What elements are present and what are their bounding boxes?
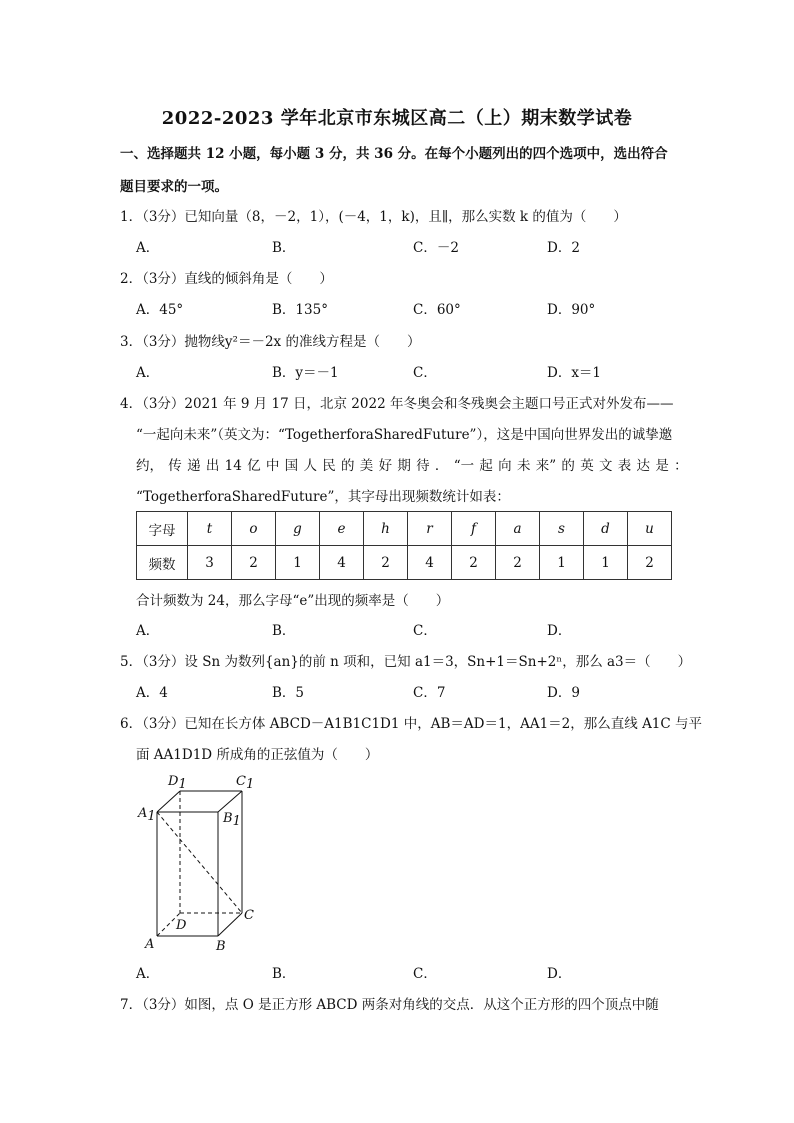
table-cell: 2 bbox=[232, 546, 276, 580]
q4-option-c: C． bbox=[413, 623, 437, 639]
table-cell: h bbox=[364, 512, 408, 546]
q4-option-d: D． bbox=[547, 623, 572, 639]
q5-option-d: D．9 bbox=[547, 685, 580, 701]
q5-option-a: A．4 bbox=[136, 685, 168, 701]
q4-option-b: B． bbox=[272, 623, 296, 639]
question-4-line2: “一起向未来”（英文为：“TogetherforaSharedFuture”），这是中国向世界发出的诚挚邀 bbox=[136, 427, 673, 443]
label-d: D bbox=[176, 918, 187, 933]
table-row-letters bbox=[137, 512, 672, 546]
q2-option-c: C．60° bbox=[413, 302, 461, 318]
q2-option-d: D．90° bbox=[547, 302, 596, 318]
table-cell: t bbox=[188, 512, 232, 546]
question-4-after-table: 合计频数为 24，那么字母“e”出现的频率是（ ） bbox=[136, 593, 450, 609]
question-1-text: 1．（3分）已知向量（8，－2，1），(－4，1，k)，且∥，那么实数 k 的值为（ ） bbox=[120, 209, 627, 225]
label-a1: A1 bbox=[138, 806, 156, 824]
question-5-text: 5．（3分）设 Sn 为数列{an}的前 n 项和，已知 a1＝3，Sn+1＝Sn+2ⁿ，那么 a3＝（ ） bbox=[120, 654, 692, 670]
q1-option-d: D．2 bbox=[547, 240, 580, 256]
table-cell: u bbox=[628, 512, 672, 546]
table-cell: a bbox=[496, 512, 540, 546]
table-cell: r bbox=[408, 512, 452, 546]
q3-option-c: C． bbox=[413, 365, 437, 381]
table-cell: 1 bbox=[276, 546, 320, 580]
table-cell: s bbox=[540, 512, 584, 546]
q3-option-d: D．x＝1 bbox=[547, 365, 602, 381]
table-cell: 2 bbox=[364, 546, 408, 580]
letter-frequency-table bbox=[136, 511, 672, 580]
table-cell: 2 bbox=[452, 546, 496, 580]
q1-option-c: C．－2 bbox=[413, 240, 459, 256]
label-b1: B1 bbox=[223, 811, 241, 829]
table-cell: 2 bbox=[628, 546, 672, 580]
label-a: A bbox=[145, 937, 155, 952]
table-cell: 1 bbox=[540, 546, 584, 580]
label-c: C bbox=[244, 908, 254, 923]
question-4-line3: 约， 传 递 出 14 亿 中 国 人 民 的 美 好 期 待 ． “一 起 向 未 来” 的 英 文 表 达 是 ： bbox=[136, 458, 688, 474]
q1-option-a: A． bbox=[136, 240, 160, 256]
edge-b1-c1 bbox=[218, 791, 242, 812]
question-2-text: 2．（3分）直线的倾斜角是（ ） bbox=[120, 271, 333, 287]
table-cell: 4 bbox=[408, 546, 452, 580]
question-6-line1: 6．（3分）已知在长方体 ABCD－A1B1C1D1 中，AB＝AD＝1，AA1＝2，那么直线 A1C 与平 bbox=[120, 716, 703, 732]
section-heading-line1: 一、选择题共 12 小题，每小题 3 分，共 36 分。在每个小题列出的四个选项中，选出符合 bbox=[120, 146, 668, 162]
table-cell: 4 bbox=[320, 546, 364, 580]
table-cell: e bbox=[320, 512, 364, 546]
table-cell: 3 bbox=[188, 546, 232, 580]
q1-option-b: B． bbox=[272, 240, 296, 256]
table-header-count: 频数 bbox=[137, 546, 188, 580]
question-7-text: 7．（3分）如图，点 O 是正方形 ABCD 两条对角线的交点．从这个正方形的四个顶点中随 bbox=[120, 997, 659, 1013]
q5-option-b: B．5 bbox=[272, 685, 305, 701]
label-d1: D1 bbox=[168, 774, 187, 792]
table-row-counts bbox=[137, 546, 672, 580]
q3-option-a: A． bbox=[136, 365, 160, 381]
question-4-line1: 4．（3分）2021 年 9 月 17 日，北京 2022 年冬奥会和冬残奥会主题口号正式对外发布—— bbox=[120, 396, 674, 412]
table-header-letter: 字母 bbox=[137, 512, 188, 546]
question-6-line2: 面 AA1D1D 所成角的正弦值为（ ） bbox=[136, 747, 379, 763]
q6-option-c: C． bbox=[413, 966, 437, 982]
edge-a1-d1 bbox=[157, 791, 180, 812]
cuboid-figure bbox=[130, 770, 270, 955]
q6-option-d: D． bbox=[547, 966, 572, 982]
label-b: B bbox=[216, 939, 226, 954]
page-title: 2022-2023 学年北京市东城区高二（上）期末数学试卷 bbox=[161, 108, 633, 129]
table-cell: d bbox=[584, 512, 628, 546]
q6-option-a: A． bbox=[136, 966, 160, 982]
q4-option-a: A． bbox=[136, 623, 160, 639]
q3-option-b: B．y＝－1 bbox=[272, 365, 339, 381]
label-c1: C1 bbox=[236, 774, 255, 792]
table-cell: 1 bbox=[584, 546, 628, 580]
q2-option-a: A．45° bbox=[136, 302, 184, 318]
table-cell: g bbox=[276, 512, 320, 546]
q2-option-b: B．135° bbox=[272, 302, 328, 318]
q5-option-c: C．7 bbox=[413, 685, 446, 701]
table-cell: f bbox=[452, 512, 496, 546]
section-heading-line2: 题目要求的一项。 bbox=[120, 179, 228, 195]
question-4-line4: “TogetherforaSharedFuture”，其字母出现频数统计如表： bbox=[136, 489, 510, 505]
table-cell: 2 bbox=[496, 546, 540, 580]
edge-b-c bbox=[218, 913, 242, 936]
q6-option-b: B． bbox=[272, 966, 296, 982]
question-3-text: 3．（3分）抛物线y²＝－2x 的准线方程是（ ） bbox=[120, 334, 421, 350]
table-cell: o bbox=[232, 512, 276, 546]
diagonal-a1-c bbox=[157, 812, 242, 913]
